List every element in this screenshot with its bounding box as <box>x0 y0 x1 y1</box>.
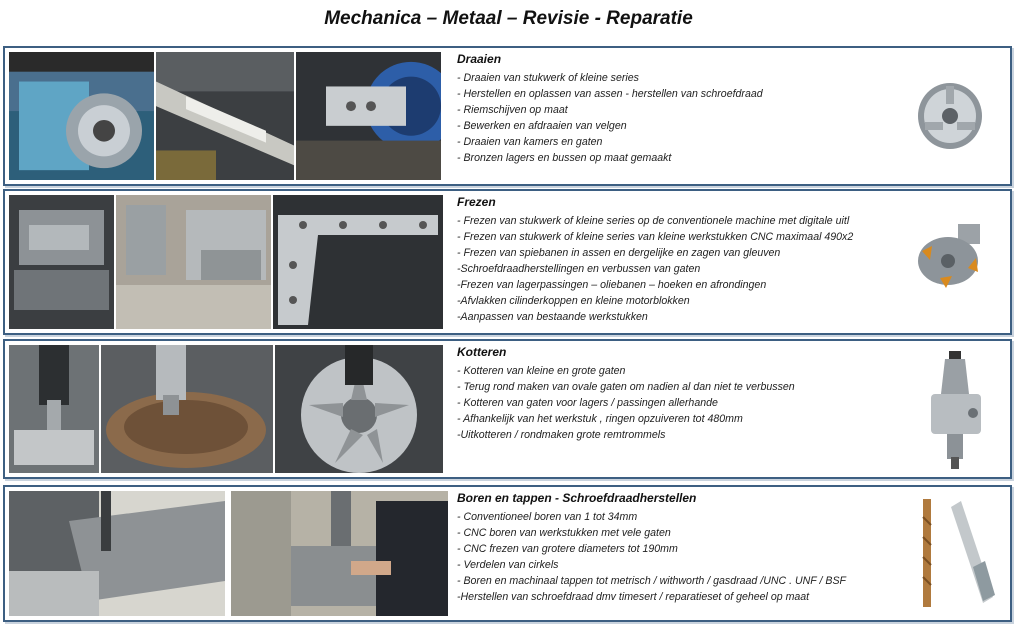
milled-blocks-photo <box>116 195 271 329</box>
face-mill-cutter-icon <box>910 216 990 296</box>
section-heading: Frezen <box>457 195 496 209</box>
list-item: - Frezen van spiebanen in assen en dergelijke en zagen van gleuven <box>457 247 781 259</box>
section-text <box>457 52 905 180</box>
lathe-chuck-icon <box>915 76 985 151</box>
list-item: - Draaien van kamers en gaten <box>457 136 603 148</box>
list-item: - CNC boren van werkstukken met vele gaten <box>457 527 671 539</box>
wheel-rim-photo <box>275 345 443 473</box>
photo-strip <box>9 52 441 180</box>
drilling-table-photo <box>9 491 225 616</box>
section-heading: Draaien <box>457 52 502 66</box>
section-boren-en-tappen <box>3 485 1012 622</box>
list-item: - Afhankelijk van het werkstuk , ringen opzuiveren tot 480mm <box>457 413 743 425</box>
service-list <box>457 70 905 166</box>
list-item: -Uitkotteren / rondmaken grote remtrommels <box>457 429 666 441</box>
list-item: - Frezen van stukwerk of kleine series op de conventionele machine met digitale uitl <box>457 215 850 227</box>
drill-press-photo <box>231 491 448 616</box>
lathe-chuck-photo <box>9 52 154 180</box>
section-text <box>457 491 905 616</box>
photo-strip <box>9 345 443 473</box>
section-text <box>457 345 905 473</box>
boring-setup-photo <box>9 345 99 473</box>
list-item: - Riemschijven op maat <box>457 104 568 116</box>
turned-shaft-photo <box>156 52 294 180</box>
section-draaien <box>3 46 1012 186</box>
milled-bracket-photo <box>273 195 443 329</box>
list-item: - Bronzen lagers en bussen op maat gemaakt <box>457 152 672 164</box>
list-item: - Verdelen van cirkels <box>457 559 559 571</box>
boring-head-icon <box>923 349 988 471</box>
list-item: - Boren en machinaal tappen tot metrisch / withworth / gasdraad /UNC . UNF / BSF <box>457 575 846 587</box>
section-frezen <box>3 189 1012 335</box>
service-list <box>457 213 905 325</box>
list-item: - Frezen van stukwerk of kleine series van kleine werkstukken CNC maximaal 490x2 <box>457 231 854 243</box>
section-heading: Boren en tappen - Schroefdraadherstellen <box>457 491 697 505</box>
list-item: -Afvlakken cilinderkoppen en kleine motorblokken <box>457 295 690 307</box>
service-list <box>457 509 905 605</box>
list-item: - Conventioneel boren van 1 tot 34mm <box>457 511 638 523</box>
list-item: -Frezen van lagerpassingen – oliebanen – hoeken en afrondingen <box>457 279 767 291</box>
turned-part-photo <box>296 52 441 180</box>
list-item: - CNC frezen van grotere diameters tot 190mm <box>457 543 678 555</box>
list-item: -Aanpassen van bestaande werkstukken <box>457 311 648 323</box>
list-item: - Kotteren van kleine en grote gaten <box>457 365 626 377</box>
section-kotteren <box>3 339 1012 479</box>
list-item: -Herstellen van schroefdraad dmv timesert / reparatieset of geheel op maat <box>457 591 810 603</box>
section-text <box>457 195 905 329</box>
service-list <box>457 363 905 443</box>
list-item: - Draaien van stukwerk of kleine series <box>457 72 639 84</box>
list-item: - Bewerken en afdraaien van velgen <box>457 120 627 132</box>
list-item: - Herstellen en oplassen van assen - herstellen van schroefdraad <box>457 88 763 100</box>
milling-machine-photo <box>9 195 114 329</box>
drill-and-tap-icon <box>913 497 1008 612</box>
photo-strip <box>9 195 443 329</box>
list-item: - Terug rond maken van ovale gaten om nadien al dan niet te verbussen <box>457 381 795 393</box>
list-item: -Schroefdraadherstellingen en verbussen van gaten <box>457 263 701 275</box>
page-title: Mechanica – Metaal – Revisie - Reparatie <box>324 8 693 29</box>
list-item: - Kotteren van gaten voor lagers / passingen allerhande <box>457 397 718 409</box>
photo-strip <box>9 491 448 616</box>
brake-drum-photo <box>101 345 273 473</box>
section-heading: Kotteren <box>457 345 507 359</box>
